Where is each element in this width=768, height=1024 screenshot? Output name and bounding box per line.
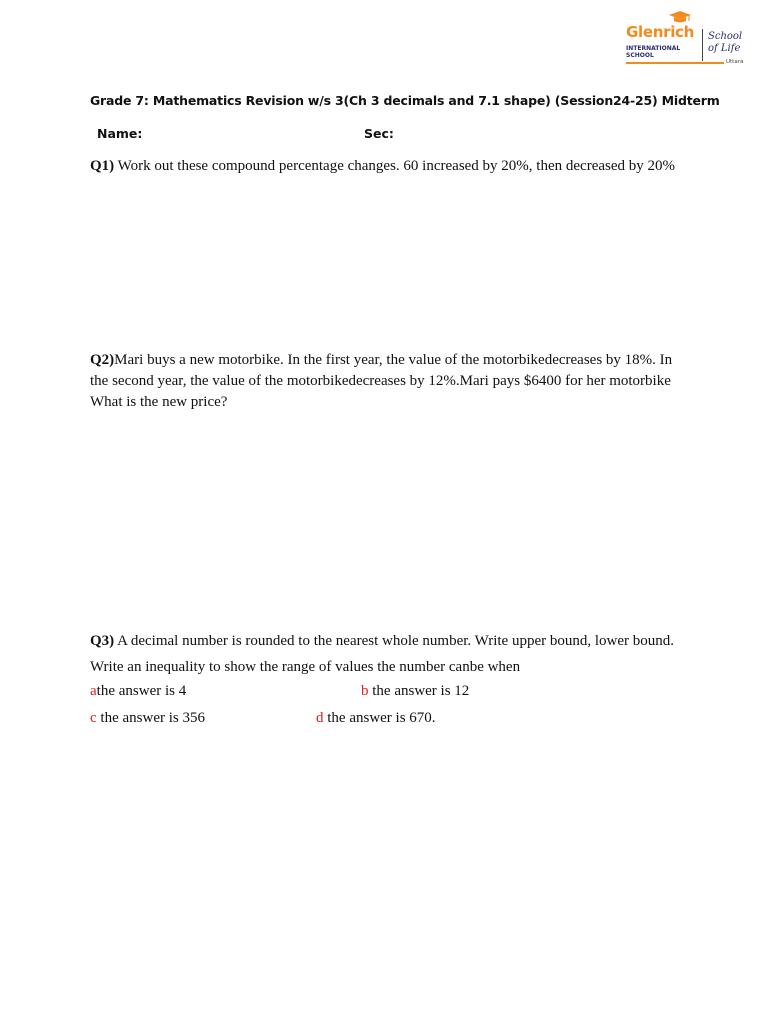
- logo-tagline-line1: School: [708, 31, 743, 42]
- section-label: Sec:: [364, 126, 394, 141]
- option-letter: c: [90, 710, 97, 726]
- question-3-option-d: [316, 710, 436, 727]
- question-1-number: Q1): [90, 158, 115, 174]
- logo-divider: [702, 29, 703, 61]
- question-2-text: Mari buys a new motorbike. In the first year, the value of the motorbikedecreases by 18%. In the second year, the value of the motorbikedecreases by 12%.Mari pays $6400 for her motorbike What is the new price?: [90, 352, 673, 410]
- option-text: the answer is 356: [96, 710, 205, 726]
- school-logo: [618, 5, 756, 71]
- logo-campus: Uttara: [726, 59, 744, 65]
- worksheet-title: Grade 7: Mathematics Revision w/s 3(Ch 3 decimals and 7.1 shape) (Session24-25) Midterm: [90, 93, 720, 108]
- logo-brand: Glenrich: [626, 23, 695, 41]
- question-3: [90, 628, 680, 680]
- logo-school-line1: INTERNATIONAL: [626, 45, 681, 52]
- question-2-number: Q2): [90, 352, 115, 368]
- question-3-option-a: [90, 683, 186, 700]
- question-1: [90, 156, 680, 177]
- logo-tagline: [708, 31, 742, 55]
- logo-underline: [626, 62, 724, 64]
- question-3-option-b: [361, 683, 469, 700]
- option-letter: d: [316, 710, 324, 726]
- question-2: [90, 350, 680, 413]
- logo-tagline-line2: of Life: [708, 43, 741, 54]
- option-letter: a: [90, 683, 97, 699]
- question-3-option-c: [90, 710, 205, 727]
- option-text: the answer is 4: [96, 683, 187, 699]
- question-3-text: A decimal number is rounded to the nearest whole number. Write upper bound, lower bound. Write an inequality to show the range of values the number canbe when: [90, 633, 674, 675]
- option-text: the answer is 12: [368, 683, 470, 699]
- logo-school-line2: SCHOOL: [626, 52, 654, 59]
- option-text: the answer is 670.: [323, 710, 436, 726]
- option-letter: b: [361, 683, 369, 699]
- question-3-number: Q3): [90, 633, 115, 649]
- name-label: Name:: [97, 126, 143, 141]
- logo-school-name: [626, 45, 680, 59]
- question-1-text: Work out these compound percentage changes. 60 increased by 20%, then decreased by 20%: [114, 158, 675, 174]
